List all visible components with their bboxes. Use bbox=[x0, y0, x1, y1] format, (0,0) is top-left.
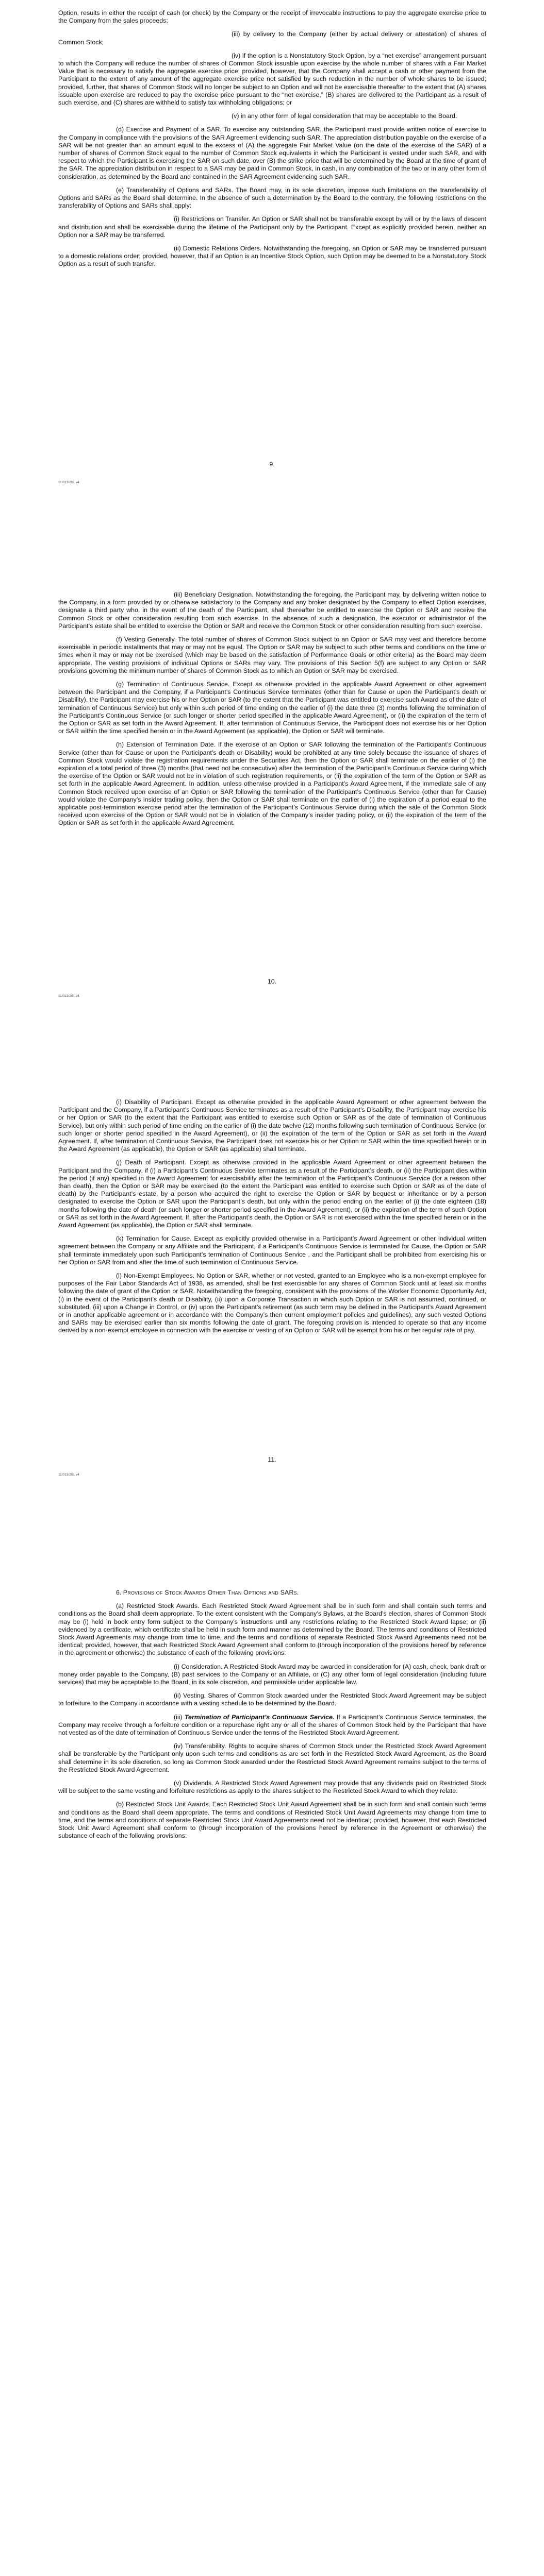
paragraph: (iii) by delivery to the Company (either by actual delivery or attestation) of shares of Common Stock; bbox=[58, 30, 486, 46]
document-id: 11/013/201 v4 bbox=[58, 994, 79, 998]
paragraph: (k) Termination for Cause. Except as explicitly provided otherwise in a Participant’s Award Agreement or other individual written agreement between the Company or any Affiliate and the Participant, if a Participant’s Continuous Service is terminated for Cause, the Option or SAR shall terminate immediately upon such Participant’s termination of Continuous Service , and the Participant shall be prohibited from exercising his or her Option or SAR from and after the time of such termination of Continuous Service. bbox=[58, 1235, 487, 1266]
paragraph: (ii) Vesting. Shares of Common Stock awarded under the Restricted Stock Award Agreement may be subject to forfeiture to the Company in accordance with a vesting schedule to be determined by the Board. bbox=[58, 1692, 486, 1707]
page-body bbox=[58, 591, 486, 833]
paragraph: (d) Exercise and Payment of a SAR. To exercise any outstanding SAR, the Participant must provide written notice of exercise to the Company in compliance with the provisions of the SAR Agreement evidencing such SAR. The appreciation distribution payable on the exercise of a SAR will be not greater than an amount equal to the excess of (A) the aggregate Fair Market Value (on the date of the exercise of the SAR) of a number of shares of Common Stock equal to the number of Common Stock equivalents in which the Participant is vested under such SAR, and with respect to which the Participant is exercising the SAR on such date, over (B) the strike price that will be determined by the Board at the time of grant of the SAR. The appreciation distribution in respect to a SAR may be paid in Common Stock, in cash, in any combination of the two or in any other form of consideration, as determined by the Board and contained in the SAR Agreement evidencing such SAR. bbox=[58, 126, 486, 180]
page-body bbox=[58, 1589, 486, 1845]
document-id: 11/013/201 v4 bbox=[58, 1473, 79, 1477]
paragraph: (iii) Beneficiary Designation. Notwithstanding the foregoing, the Participant may, by delivering written notice to the Company, in a form provided by or otherwise satisfactory to the Company and any broker designated by the Company to effect Option exercises, designate a third party who, in the event of the death of the Participant, shall thereafter be entitled to exercise the Option or SAR and receive the Common Stock or other consideration resulting from such exercise. In the absence of such a designation, the executor or administrator of the Participant’s estate shall be entitled to exercise the Option or SAR and receive the Common Stock or other consideration resulting from such exercise. bbox=[58, 591, 486, 630]
section-heading: 6. Provisions of Stock Awards Other Than Options and SARs. bbox=[116, 1589, 299, 1596]
page-number: 10. bbox=[267, 978, 277, 985]
paragraph: (iv) if the option is a Nonstatutory Stock Option, by a “net exercise” arrangement pursuant to which the Company will reduce the number of shares of Common Stock issuable upon exercise by the whole number of shares with a Fair Market Value that is necessary to satisfy the aggregate exercise price; provided, however, that the Company shall accept a cash or other payment from the Participant to the extent of any amount of the aggregate exercise price not satisfied by such reduction in the number of whole shares to be issued; provided, further, that shares of Common Stock will no longer be subject to an Option and will not be exercisable thereafter to the extent that (A) shares issuable upon exercise are reduced to pay the exercise price pursuant to the “net exercise,” (B) shares are delivered to the Participant as a result of such exercise, and (C) shares are withheld to satisfy tax withholding obligations; or bbox=[58, 52, 486, 107]
paragraph: (v) Dividends. A Restricted Stock Award Agreement may provide that any dividends paid on Restricted Stock will be subject to the same vesting and forfeiture restrictions as apply to the shares subject to the Restricted Stock Award to which they relate. bbox=[58, 1780, 486, 1795]
paragraph: (iv) Transferability. Rights to acquire shares of Common Stock under the Restricted Stock Award Agreement shall be transferable by the Participant only upon such terms and conditions as are set forth in the Restricted Stock Award Agreement, as the Board shall determine in its sole discretion, so long as Common Stock awarded under the Restricted Stock Award Agreement remains subject to the terms of the Restricted Stock Award Agreement. bbox=[58, 1742, 486, 1773]
paragraph: (i) Disability of Participant. Except as otherwise provided in the applicable Award Agreement or other agreement between the Participant and the Company, if a Participant’s Continuous Service terminates as a result of the Participant’s Disability, the Participant may exercise his or her Option or SAR (to the extent that the Participant was entitled to exercise such Option or SAR as of the date of termination of Continuous Service), but only within such period of time ending on the earlier of (i) the date twelve (12) months following such termination of Continuous Service (or such longer or shorter period specified in the Award Agreement), or (ii) the expiration of the term of the Option or SAR as set forth in the Award Agreement. If, after termination of Continuous Service, the Participant does not exercise his or her Option or SAR within the time specified herein or in the Award Agreement (as applicable), the Option or SAR (as applicable) shall terminate. bbox=[58, 1098, 486, 1153]
paragraph: (h) Extension of Termination Date. If the exercise of an Option or SAR following the termination of the Participant’s Continuous Service (other than for Cause or upon the Participant’s death or Disability) would be prohibited at any time solely because the issuance of shares of Common Stock would violate the registration requirements under the Securities Act, then the Option or SAR shall terminate on the earlier of (i) the expiration of a total period of three (3) months (that need not be consecutive) after the termination of the Participant’s Continuous Service during which the exercise of the Option or SAR would not be in violation of such registration requirements, or (ii) the expiration of the term of the Option or SAR as set forth in the applicable Award Agreement. In addition, unless otherwise provided in a Participant’s Award Agreement, if the immediate sale of any Common Stock received upon exercise of an Option or SAR following the termination of the Participant’s Continuous Service (other than for Cause) would violate the Company’s insider trading policy, then the Option or SAR shall terminate on the earlier of (i) the expiration of a period equal to the applicable post-termination exercise period after the termination of the Participant’s Continuous Service during which the sale of the Common Stock received upon exercise of the Option or SAR would not be in violation of the Company’s insider trading policy, or (ii) the expiration of the term of the Option or SAR as set forth in the applicable Award Agreement. bbox=[58, 741, 486, 827]
paragraph: (j) Death of Participant. Except as otherwise provided in the applicable Award Agreement or other agreement between the Participant and the Company, if (i) a Participant’s Continuous Service terminates as a result of the Participant’s death, or (ii) the Participant dies within the period (if any) specified in the Award Agreement for exercisability after the termination of the Participant’s Continuous Service (for a reason other than death), then the Option or SAR may be exercised (to the extent the Participant was entitled to exercise such Option or SAR as of the date of death) by the Participant’s estate, by a person who acquired the right to exercise the Option or SAR by bequest or inheritance or by a person designated to exercise the Option or SAR upon the Participant’s death, but only within the period ending on the earlier of (i) the date eighteen (18) months following the date of death (or such longer or shorter period specified in the Award Agreement), or (ii) the expiration of the term of such Option or SAR as set forth in the Award Agreement. If, after the Participant’s death, the Option or SAR is not exercised within the time specified herein or in the Award Agreement (as applicable), the Option or SAR shall terminate. bbox=[58, 1159, 486, 1229]
page-number: 9. bbox=[269, 461, 275, 468]
paragraph: (f) Vesting Generally. The total number of shares of Common Stock subject to an Option or SAR may vest and therefore become exercisable in periodic installments that may or may not be equal. The Option or SAR may be subject to such other terms and conditions on the time or times when it may or may not be exercised (which may be based on the satisfaction of Performance Goals or other criteria) as the Board may deem appropriate. The vesting provisions of individual Options or SARs may vary. The provisions of this Section 5(f) are subject to any Option or SAR provisions governing the minimum number of shares of Common Stock as to which an Option or SAR may be exercised. bbox=[58, 636, 486, 674]
paragraph: (v) in any other form of legal consideration that may be acceptable to the Board. bbox=[232, 112, 457, 120]
paragraph: Option, results in either the receipt of cash (or check) by the Company or the receipt of irrevocable instructions to pay the aggregate exercise price to the Company from the sales proceeds; bbox=[58, 9, 486, 25]
page-body bbox=[58, 9, 486, 274]
paragraph: (iii) Termination of Participant’s Continuous Service. If a Participant’s Continuous Service terminates, the Company may receive through a forfeiture condition or a repurchase right any or all of the shares of Common Stock held by the Participant that have not vested as of the date of termination of Continuous Service under the terms of the Restricted Stock Award Agreement. bbox=[58, 1713, 486, 1737]
paragraph: (b) Restricted Stock Unit Awards. Each Restricted Stock Unit Award Agreement shall be in such form and shall contain such terms and conditions as the Board shall deem appropriate. The terms and conditions of Restricted Stock Unit Award Agreements may change from time to time, and the terms and conditions of separate Restricted Stock Unit Award Agreements need not be identical; provided, however, that each Restricted Stock Unit Award Agreement shall conform to (through incorporation of the provisions hereof by reference in the Agreement or otherwise) the substance of each of the following provisions: bbox=[58, 1801, 486, 1840]
paragraph: (g) Termination of Continuous Service. Except as otherwise provided in the applicable Award Agreement or other agreement between the Participant and the Company, if a Participant’s Continuous Service terminates (other than for Cause or upon the Participant’s death or Disability), the Participant may exercise his or her Option or SAR (to the extent that the Participant was entitled to exercise such Award as of the date of termination of Continuous Service) but only within such period of time ending on the earlier of (i) the date three (3) months following the termination of the Participant’s Continuous Service (or such longer or shorter period specified in the applicable Award Agreement), or (ii) the expiration of the term of the Option or SAR as set forth in the Award Agreement. If, after termination of Continuous Service, the Participant does not exercise his or her Option or SAR within the time specified herein or in the Award Agreement (as applicable), the Option or SAR will terminate. bbox=[58, 681, 487, 735]
page-body bbox=[58, 1098, 486, 1341]
paragraph: (e) Transferability of Options and SARs. The Board may, in its sole discretion, impose such limitations on the transferability of Options and SARs as the Board shall determine. In the absence of such a determination by the Board to the contrary, the following restrictions on the transferability of Options and SARs shall apply: bbox=[58, 186, 487, 210]
page-number: 11. bbox=[268, 1456, 276, 1463]
paragraph: (i) Restrictions on Transfer. An Option or SAR shall not be transferable except by will or by the laws of descent and distribution and shall be exercisable during the lifetime of the Participant only by the Participant. Except as explicitly provided herein, neither an Option nor a SAR may be transferred. bbox=[58, 215, 486, 239]
document-id: 11/013/201 v4 bbox=[58, 481, 79, 484]
paragraph: (ii) Domestic Relations Orders. Notwithstanding the foregoing, an Option or SAR may be transferred pursuant to a domestic relations order; provided, however, that if an Option is an Incentive Stock Option, such Option may be deemed to be a Nonstatutory Stock Option as a result of such transfer. bbox=[58, 245, 486, 268]
paragraph: (a) Restricted Stock Awards. Each Restricted Stock Award Agreement shall be in such form and shall contain such terms and conditions as the Board shall deem appropriate. To the extent consistent with the Company’s Bylaws, at the Board’s election, shares of Common Stock may be (i) held in book entry form subject to the Company’s instructions until any restrictions relating to the Restricted Stock Award lapse; or (ii) evidenced by a certificate, which certificate shall be held in such form and manner as determined by the Board. The terms and conditions of Restricted Stock Award Agreements may change from time to time, and the terms and conditions of separate Restricted Stock Award Agreements need not be identical; provided, however, that each Restricted Stock Award Agreement shall conform to (through incorporation of the provisions hereof by reference in the agreement or otherwise) the substance of each of the following provisions: bbox=[58, 1602, 486, 1657]
paragraph: (l) Non-Exempt Employees. No Option or SAR, whether or not vested, granted to an Employee who is a non-exempt employee for purposes of the Fair Labor Standards Act of 1938, as amended, shall be first exercisable for any shares of Common Stock until at least six months following the date of grant of the Option or SAR. Notwithstanding the foregoing, consistent with the provisions of the Worker Economic Opportunity Act, (i) in the event of the Participant’s death or Disability, (ii) upon a Corporate Transaction in which such Option or SAR is not assumed, continued, or substituted, (iii) upon a Change in Control, or (iv) upon the Participant’s retirement (as such term may be defined in the Participant’s Award Agreement or in another applicable agreement or in accordance with the Company’s then current employment policies and guidelines), any such vested Options and SARs may be exercised earlier than six months following the date of grant. The foregoing provision is intended to operate so that any income derived by a non-exempt employee in connection with the exercise or vesting of an Option or SAR will be exempt from his or her regular rate of pay. bbox=[58, 1272, 486, 1334]
paragraph: (i) Consideration. A Restricted Stock Award may be awarded in consideration for (A) cash, check, bank draft or money order payable to the Company, (B) past services to the Company or an Affiliate, or (C) any other form of legal consideration (including future services) that may be acceptable to the Board, in its sole discretion, and permissible under applicable law. bbox=[58, 1663, 487, 1686]
